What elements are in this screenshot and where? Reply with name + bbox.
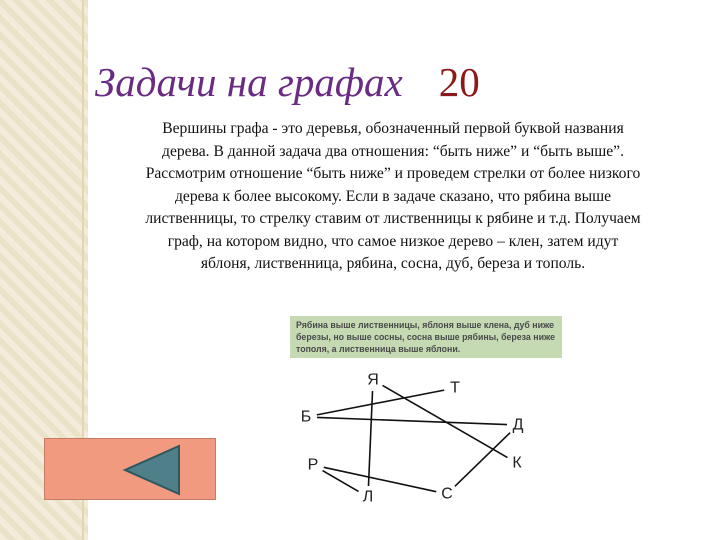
graph-node-ya: Я: [367, 371, 379, 389]
problem-statement-box: Рябина выше лиственницы, яблоня выше клена, дуб ниже березы, но выше сосны, сосна выше рябины, береза ниже тополя, а лиственница выше яблони.: [290, 316, 562, 358]
graph-node-r: Р: [307, 456, 319, 474]
back-arrow-icon: [45, 439, 217, 501]
graph-node-k: К: [512, 454, 522, 472]
graph-node-s: С: [441, 485, 453, 503]
graph-edge-d-b: [317, 417, 507, 424]
back-button[interactable]: [44, 438, 216, 500]
tree-graph: [280, 360, 550, 540]
graph-edge-s-d: [455, 433, 510, 487]
title-text: Задачи на графах: [95, 59, 403, 105]
slide-title: [95, 58, 705, 110]
graph-edge-r-s: [324, 467, 436, 491]
explanation-text: Вершины графа - это деревья, обозначенный первой буквой названия дерева. В данной задача два отношения: “быть ниже” и “быть выше”. Рассмотрим отношение “быть ниже” и проведем стрелки от более низкого дерева к более высокому. Если в задаче сказано, что рябина выше лиственницы, то стрелку ставим от лиственницы к рябине и т.д. Получаем граф, на котором видно, что самое низкое дерево – клен, затем идут яблоня, лиственница, рябина, сосна, дуб, береза и тополь.: [145, 120, 641, 272]
graph-node-d: Д: [512, 416, 524, 434]
graph-edge-b-t: [317, 390, 444, 415]
slide-number: 20: [438, 59, 480, 105]
graph-node-l: Л: [362, 488, 374, 506]
graph-node-t: Т: [450, 379, 460, 397]
graph-node-b: Б: [300, 408, 312, 426]
